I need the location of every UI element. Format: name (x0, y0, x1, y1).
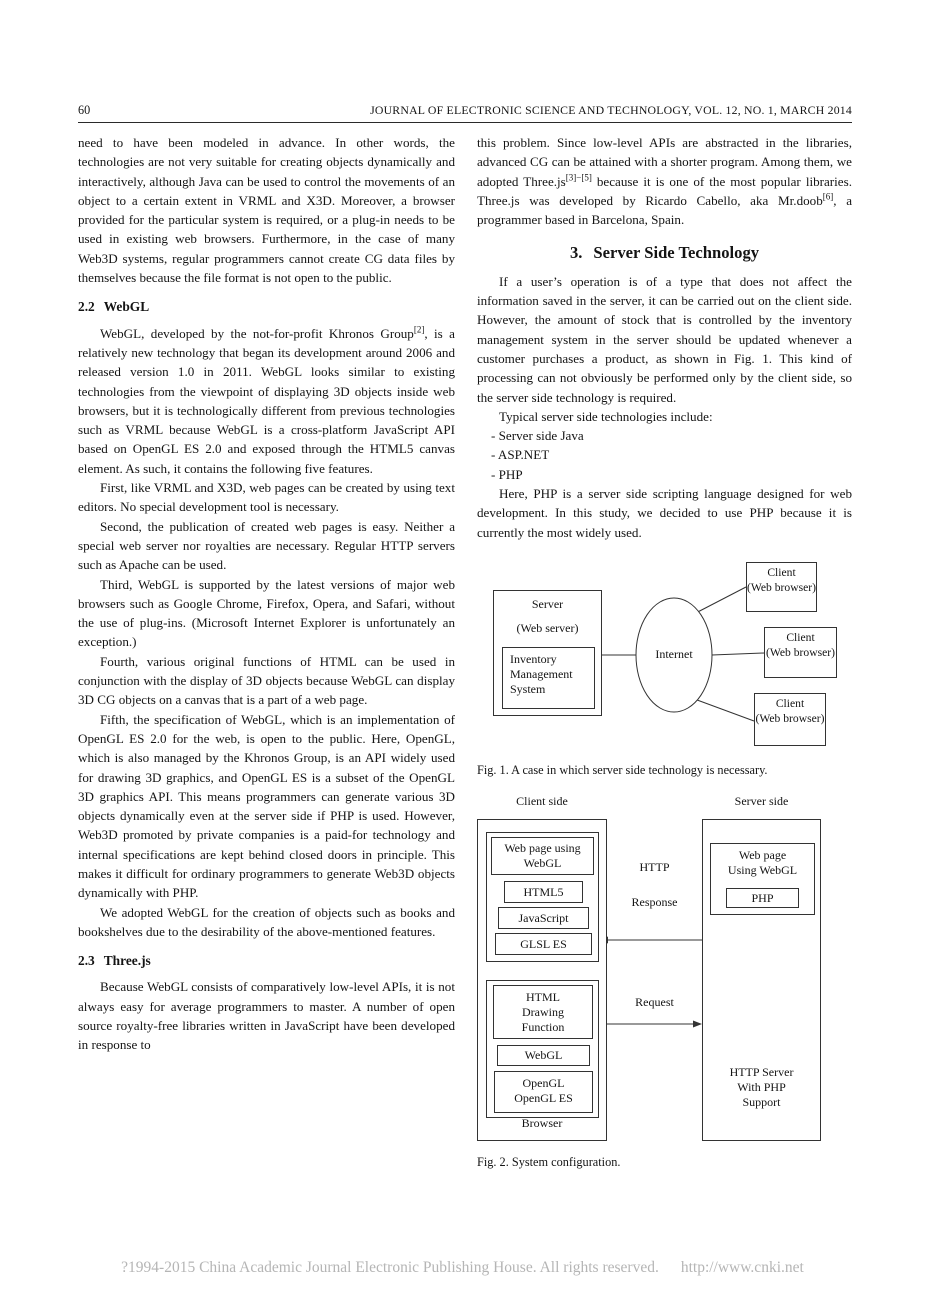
fig2-opengl-line1: OpenGL (522, 1076, 565, 1091)
body-paragraph: Typical server side technologies include: (499, 408, 713, 424)
fig2-html5-box: HTML5 (504, 881, 583, 903)
fig2-browser-box (477, 819, 607, 1141)
server-side-technology-list (477, 426, 852, 484)
fig1-client-box-2 (764, 627, 837, 678)
fig1-caption: Fig. 1. A case in which server side technology is necessary. (477, 762, 768, 777)
fig1-internet-label: Internet (655, 646, 693, 661)
text-segment: , is a relatively new technology that began its development around 2006 and released version 1.0 in 2011. WebGL looks similar to existing technologies from the viewpoint of displaying 3D objects inside web browsers, but it is technologically different from previous technologies such as VRML because WebGL is a cross-platform JavaScript API based on OpenGL ES 2.0 and exposed through the HTML5 canvas element. As such, it contains the following five features. (78, 325, 455, 476)
body-paragraph: We adopted WebGL for the creation of objects such as books and bookshelves due to the desirability of the above-mentioned features. (78, 904, 455, 939)
fig2-server-box (702, 819, 821, 1141)
text-segment: because it is one of the most popular libraries. Three.js was developed by Ricardo Cabello, aka Mr.doob (477, 173, 852, 208)
footer-copyright: ?1994-2015 China Academic Journal Electronic Publishing House. All rights reserved. (121, 1259, 659, 1276)
page-number: 60 (78, 103, 91, 117)
list-item: - ASP.NET (491, 447, 550, 463)
fig1-client-label: Client (775, 696, 805, 710)
fig2-server-webpage-line1: Web page (738, 848, 787, 863)
fig1-client-label: Client (786, 630, 815, 644)
body-paragraph: need to have been modeled in advance. In other words, the technologies are not very suitable for creating objects dynamically and interactively, although Java can be used to control the movements of an object to a certain extent in VRML and X3D. Moreover, a browser provided for the particular system is required, or a plug-in needs to be used in existing web browsers. Furthermore, in the case of many Web3D systems, regular programmers cannot create CG data files by themselves because the file format is not open to the public. (78, 135, 455, 286)
page-header (78, 103, 852, 118)
section-heading-2-2 (78, 297, 455, 316)
list-item: - Server side Java (491, 428, 584, 444)
reference-superscript: [6] (822, 191, 834, 202)
fig1-server-sublabel: (Web server) (516, 620, 579, 635)
section-heading-3 (477, 243, 852, 262)
fig2-drawing-group (486, 980, 599, 1118)
fig2-html-drawing-function-box: HTML Drawing Function (493, 985, 593, 1039)
footer-url: http://www.cnki.net (680, 1259, 804, 1276)
left-column (78, 133, 455, 1055)
fig1-client-box-1 (746, 562, 817, 612)
text-segment: this problem. Since low-level APIs are abstracted in the libraries, advanced CG can be attained with a shorter program. Among them, we adopted Three.js (477, 135, 852, 189)
fig2-request-label: Request (635, 995, 674, 1010)
fig2-webgl-box: WebGL (497, 1045, 590, 1066)
fig2-browser-label: Browser (521, 1116, 563, 1131)
fig2-http-label: HTTP (639, 860, 670, 875)
fig2-response-label: Response (631, 895, 678, 910)
body-paragraph: Because WebGL consists of comparatively low-level APIs, it is not always easy for average programmers to master. A number of open source royalty-free libraries written in JavaScript have been developed in response to (78, 979, 455, 1053)
fig2-javascript-box: JavaScript (498, 907, 589, 929)
fig2-server-side-label: Server side (734, 794, 789, 809)
body-paragraph (477, 133, 852, 229)
body-paragraph: Here, PHP is a server side scripting language designed for web development. In this study, we decided to use PHP because it is currently the most widely used. (477, 486, 852, 540)
fig2-http-server-label (703, 1065, 820, 1110)
section-title: Three.js (103, 953, 151, 969)
body-paragraph: Fifth, the specification of WebGL, which is an implementation of OpenGL ES 2.0 for the web, is open to the public. Here, OpenGL, which is also managed by the Khronos Group, is an API widely used for drawing 3D graphics, and OpenGL ES is a subset of the OpenGL 3D graphics API. This means programmers can generate various 3D objects dynamically even at the server side if PHP is used. However, Web3D promoted by private companies is a paid-for technology and internal specifications are kept behind closed doors in principle. This makes it difficult for ordinary programmers to generate Web3D objects dynamically with PHP. (78, 711, 455, 901)
section-title: WebGL (103, 299, 150, 315)
list-item: - PHP (491, 466, 523, 482)
fig1-client-label: Client (767, 565, 796, 579)
section-title: Server Side Technology (593, 243, 760, 263)
fig2-glsl-es-box: GLSL ES (495, 933, 592, 955)
fig1-inventory-box: Inventory Management System (502, 647, 595, 709)
fig2-server-webpage-box (710, 843, 815, 915)
fig2-php-box: PHP (726, 888, 799, 908)
body-paragraph: Fourth, various original functions of HTML can be used in conjunction with the display of 3D objects because WebGL can display 3D CG objects on a canvas that is a part of a web page. (78, 653, 455, 708)
reference-superscript: [3]−[5] (565, 172, 592, 183)
body-paragraph: If a user’s operation is of a type that does not affect the information saved in the server, it can be carried out on the client side. However, the amount of stock that is controlled by the inventory management system in the server should be updated whenever a customer purchases a product, as shown in Fig. 1. This kind of processing can not obviously be performed only by the client side, so the server side technology is required. (477, 273, 852, 405)
page-footer (0, 1259, 925, 1277)
figure-1 (477, 554, 851, 754)
fig1-server-label: Server (531, 596, 564, 611)
section-number: 2.3 (78, 953, 95, 969)
fig1-server-box (493, 590, 602, 716)
text-segment: , a programmer based in Barcelona, Spain. (477, 192, 853, 228)
body-paragraph (78, 324, 455, 478)
fig2-client-side-label: Client side (516, 794, 568, 809)
reference-superscript: [2] (413, 324, 425, 335)
fig1-client-sublabel: (Web browser) (747, 580, 816, 594)
section-number: 3. (569, 243, 583, 263)
body-paragraph: Second, the publication of created web pages is easy. Neither a special web server nor royalties are necessary. Regular HTTP servers such as Apache can be used. (78, 518, 455, 573)
fig1-client-sublabel: (Web browser) (755, 711, 825, 725)
fig2-caption: Fig. 2. System configuration. (477, 1155, 621, 1170)
figure-2 (477, 794, 851, 1146)
fig1-client-sublabel: (Web browser) (766, 645, 835, 659)
header-rule (78, 122, 852, 123)
fig2-opengl-line2: OpenGL ES (514, 1091, 573, 1106)
fig2-http-server-text: HTTP Server With PHP Support (729, 1065, 794, 1110)
section-number: 2.2 (78, 299, 95, 315)
fig2-server-webpage-line2: Using WebGL (727, 863, 798, 878)
text-segment: WebGL, developed by the not-for-profit Khronos Group (100, 325, 414, 341)
body-paragraph: First, like VRML and X3D, web pages can be created by using text editors. No special development tool is necessary. (78, 480, 455, 515)
fig2-webpage-group (486, 832, 599, 962)
fig2-opengl-box (494, 1071, 593, 1113)
fig1-client-box-3 (754, 693, 826, 746)
section-heading-2-3 (78, 951, 455, 970)
journal-title: JOURNAL OF ELECTRONIC SCIENCE AND TECHNOLOGY, VOL. 12, NO. 1, MARCH 2014 (370, 103, 852, 117)
right-column (477, 133, 852, 1173)
fig2-webpage-using-webgl-box: Web page using WebGL (491, 837, 594, 875)
body-paragraph: Third, WebGL is supported by the latest versions of major web browsers such as Google Chrome, Firefox, Opera, and Safari, without the use of plug-ins. (Microsoft Internet Explorer is unfortunately an exception.) (78, 576, 455, 650)
